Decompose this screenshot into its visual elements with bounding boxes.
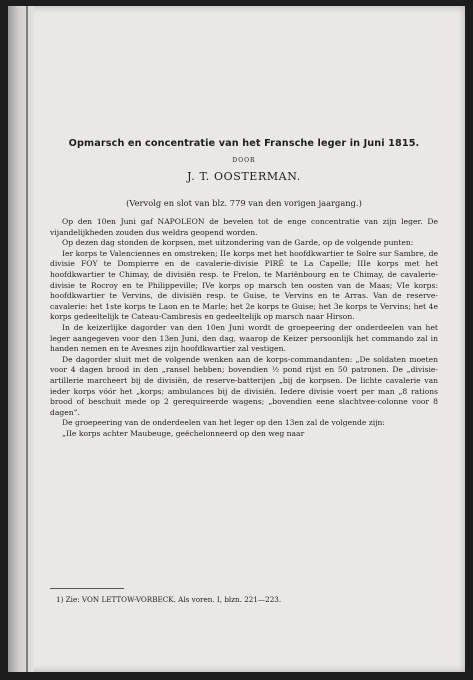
article-body — [50, 217, 438, 439]
paragraph: De dagorder sluit met de volgende wenken aan de korps-commandanten: „De soldaten moeten voor 4 dagen brood in den „ransel hebben; bovendien ½ pond rijst en 50 patronen. De „divisie-artillerie marcheert bij de divisiën, de reserve-batterijen „bij de korpsen. De lichte cavalerie van ieder korps vóór het „korps; ambulances bij de divisiën. Iedere divisie voert per man „8 rations brood of beschuit mede op 2 gerequireerde wagens; „bovendien eene slachtvee-colonne voor 8 dagen”. — [50, 354, 438, 417]
page-binding — [8, 6, 34, 672]
article — [50, 138, 438, 439]
author: J. T. OOSTERMAN. — [187, 170, 301, 183]
paragraph: Ier korps te Valenciennes en omstreken; IIe korps met het hoofdkwartier te Solre sur Sambre, de divisie FOY te Dompierre en de cavalerie-divisie PIRÉ te La Capelle; IIIe korps met het hoofdkwartier te Chimay, de divisiën resp. te Frelon, te Mariënbourg en te Chimay, de cavalerie-divisie te Rocroy en te Philippeville; IVe korps op marsch ten oosten van de Maas; VIe korps: hoofdkwartier te Vervins, de divisiën resp. te Guise, te Vervins en te Arras. Van de reserve-cavalerie: het 1ste korps te Laon en te Marle; het 2e korps te Guise; het 3e korps te Vervins; het 4e korps gedeeltelijk te Cateau-Cambresis en gedeeltelijk op marsch naar Hirson. — [50, 248, 438, 322]
byline: DOOR — [232, 157, 256, 164]
paragraph: De groepeering van de onderdeelen van het leger op den 13en zal de volgende zijn: — [62, 418, 385, 428]
paragraph: Op den 10en Juni gaf NAPOLEON de bevelen tot de enge concentratie van zijn leger. De vijandelijkheden zouden dus weldra geopend worden. — [50, 217, 438, 237]
paragraph: „IIe korps achter Maubeuge, geëchelonneerd op den weg naar — [62, 428, 305, 438]
continuation-note: (Vervolg en slot van blz. 779 van den vorigen jaargang.) — [126, 198, 362, 208]
binding-line — [26, 6, 28, 672]
article-title: Opmarsch en concentratie van het Fransche leger in Juni 1815. — [68, 138, 420, 149]
paragraph: In de keizerlijke dagorder van den 10en Juni wordt de groepeering der onderdeelen van het leger aangegeven voor den 13en Juni, den dag, waarop de Keizer persoonlijk het commando zal in handen nemen en te Avesnes zijn hoofdkwartier zal vestigen. — [50, 322, 438, 354]
footnote: 1) Zie: VON LETTOW-VORBECK. Als voren. I, blzn. 221—223. — [56, 595, 282, 604]
paragraph: Op dezen dag stonden de korpsen, met uitzondering van de Garde, op de volgende punten: — [62, 238, 414, 248]
footnote-rule — [50, 588, 124, 589]
